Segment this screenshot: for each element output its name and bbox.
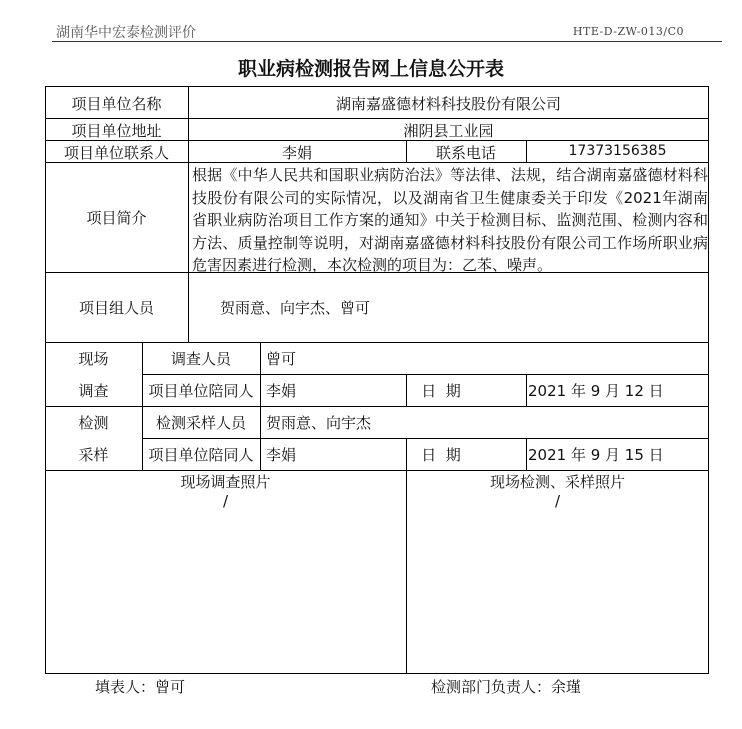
sampler-value: 贺雨意、向宇杰: [266, 414, 372, 432]
row-divider: [45, 406, 709, 407]
manager-signature: 检测部门负责人：余瑾: [431, 678, 582, 696]
row-divider: [142, 438, 709, 439]
phone-value: 17373156385: [568, 143, 667, 159]
survey-group-label-1: 现场: [78, 350, 109, 368]
sampling-date-label: 日 期: [421, 446, 461, 464]
row-divider: [142, 374, 709, 375]
sampling-group-label-2: 采样: [78, 446, 109, 464]
sampling-accompany-value: 李娟: [266, 446, 297, 464]
contact-value: 李娟: [281, 144, 312, 162]
intro-label: 项目简介: [86, 209, 147, 227]
investigator-label: 调查人员: [170, 350, 231, 368]
survey-photos-value: /: [222, 492, 229, 510]
address-label: 项目单位地址: [71, 122, 162, 140]
row-divider: [45, 118, 709, 119]
address-value: 湘阴县工业园: [403, 122, 494, 140]
sampler-label: 检测采样人员: [155, 414, 246, 432]
sampling-photos-value: /: [554, 492, 561, 510]
col-divider: [260, 342, 261, 470]
investigator-value: 曾可: [266, 350, 297, 368]
members-value: 贺雨意、向宇杰、曾可: [220, 299, 371, 317]
unit-name-value: 湖南嘉盛德材料科技股份有限公司: [335, 95, 561, 113]
survey-date-label: 日 期: [421, 382, 461, 400]
survey-group-label-2: 调查: [78, 382, 109, 400]
survey-accompany-value: 李娟: [266, 382, 297, 400]
company-header: 湖南华中宏泰检测评价: [56, 25, 196, 41]
sampling-photos-label: 现场检测、采样照片: [489, 473, 625, 491]
header-divider: [52, 41, 722, 42]
filler-signature: 填表人：曾可: [95, 678, 186, 696]
sampling-date-value: 2021 年 9 月 15 日: [528, 446, 664, 464]
intro-text: 根据《中华人民共和国职业病防治法》等法律、法规，结合湖南嘉盛德材料科技股份有限公司的实际情况，以及湖南省卫生健康委关于印发《2021年湖南省职业病防治项目工作方案的通知》中关于检测目标、监测范围、检测内容和方法、质量控制等说明，对湖南嘉盛德材料科技股份有限公司工作场所职业病危害因素进行检测，本次检测的项目为：乙苯、噪声。: [192, 166, 708, 274]
phone-label: 联系电话: [435, 144, 496, 162]
document-code: HTE-D-ZW-013/C0: [572, 25, 684, 38]
col-divider: [526, 374, 527, 406]
survey-date-value: 2021 年 9 月 12 日: [528, 382, 664, 400]
members-label: 项目组人员: [78, 299, 154, 317]
row-divider: [45, 342, 709, 343]
sampling-group-label-1: 检测: [78, 414, 109, 432]
survey-accompany-label: 项目单位陪同人: [148, 382, 254, 400]
contact-label: 项目单位联系人: [63, 144, 169, 162]
col-divider: [526, 438, 527, 470]
page-title: 职业病检测报告网上信息公开表: [237, 58, 504, 80]
survey-photos-label: 现场调查照片: [180, 473, 271, 491]
unit-name-label: 项目单位名称: [71, 95, 162, 113]
sampling-accompany-label: 项目单位陪同人: [148, 446, 254, 464]
